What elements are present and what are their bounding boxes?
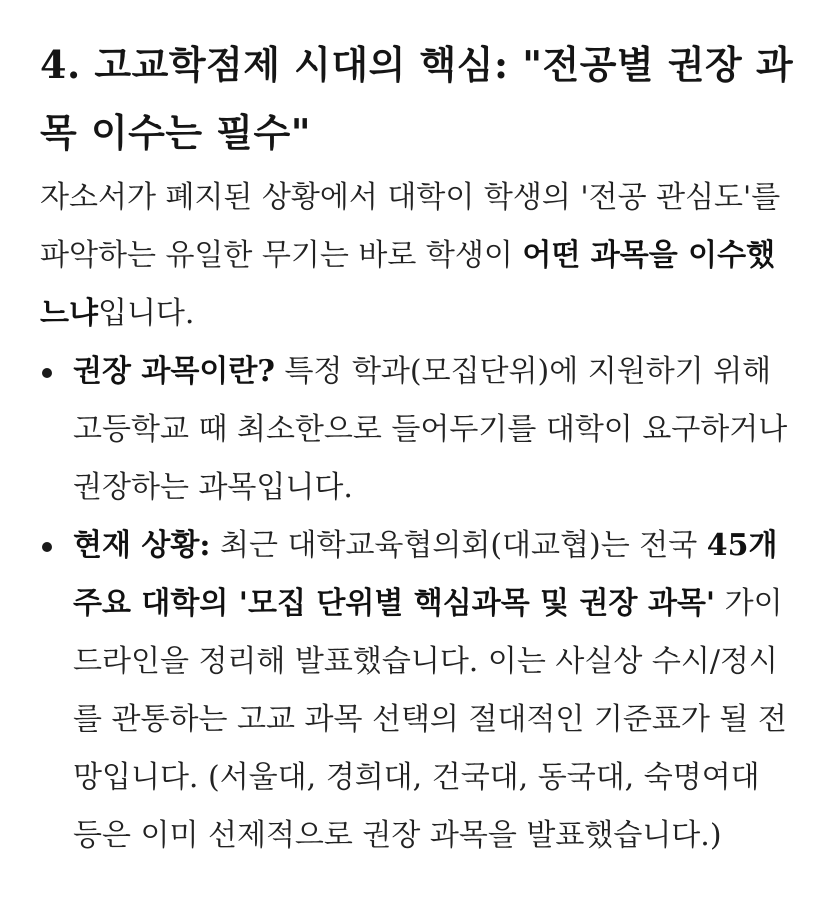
bullet-item-recommended-courses: [40, 343, 795, 517]
bullet-emphasis: 45개 주요 대학의 '모집 단위별 핵심과목 및 권장 과목': [73, 528, 778, 621]
intro-text-before: 자소서가 폐지된 상황에서 대학이 학생의 '전공 관심도'를 파악하는 유일한 무기는 바로 학생이: [40, 180, 781, 273]
bullet-list: [40, 343, 795, 865]
bullet-label: 권장 과목이란?: [73, 354, 275, 389]
bullet-dot-icon: [42, 368, 52, 378]
bullet-text-after: 가이드라인을 정리해 발표했습니다. 이는 사실상 수시/정시를 관통하는 고교 과목 선택의 절대적인 기준표가 될 전망입니다. (서울대, 경희대, 건국대, 동국대, 숙명여대 등은 이미 선제적으로 권장 과목을 발표했습니다.): [73, 586, 787, 853]
intro-text-after: 입니다.: [97, 296, 195, 331]
intro-paragraph: [40, 169, 795, 343]
article-section: [40, 0, 795, 865]
bullet-label: 현재 상황:: [73, 528, 211, 563]
bullet-item-current-status: [40, 517, 795, 865]
bullet-dot-icon: [42, 542, 52, 552]
intro-emphasis: 어떤 과목을 이수했느냐: [40, 238, 776, 331]
bullet-text-before: 최근 대학교육협의회(대교협)는 전국: [210, 528, 707, 563]
section-heading: 4. 고교학점제 시대의 핵심: "전공별 권장 과목 이수는 필수": [40, 42, 794, 155]
bullet-text: 특정 학과(모집단위)에 지원하기 위해 고등학교 때 최소한으로 들어두기를 대학이 요구하거나 권장하는 과목입니다.: [73, 354, 788, 505]
